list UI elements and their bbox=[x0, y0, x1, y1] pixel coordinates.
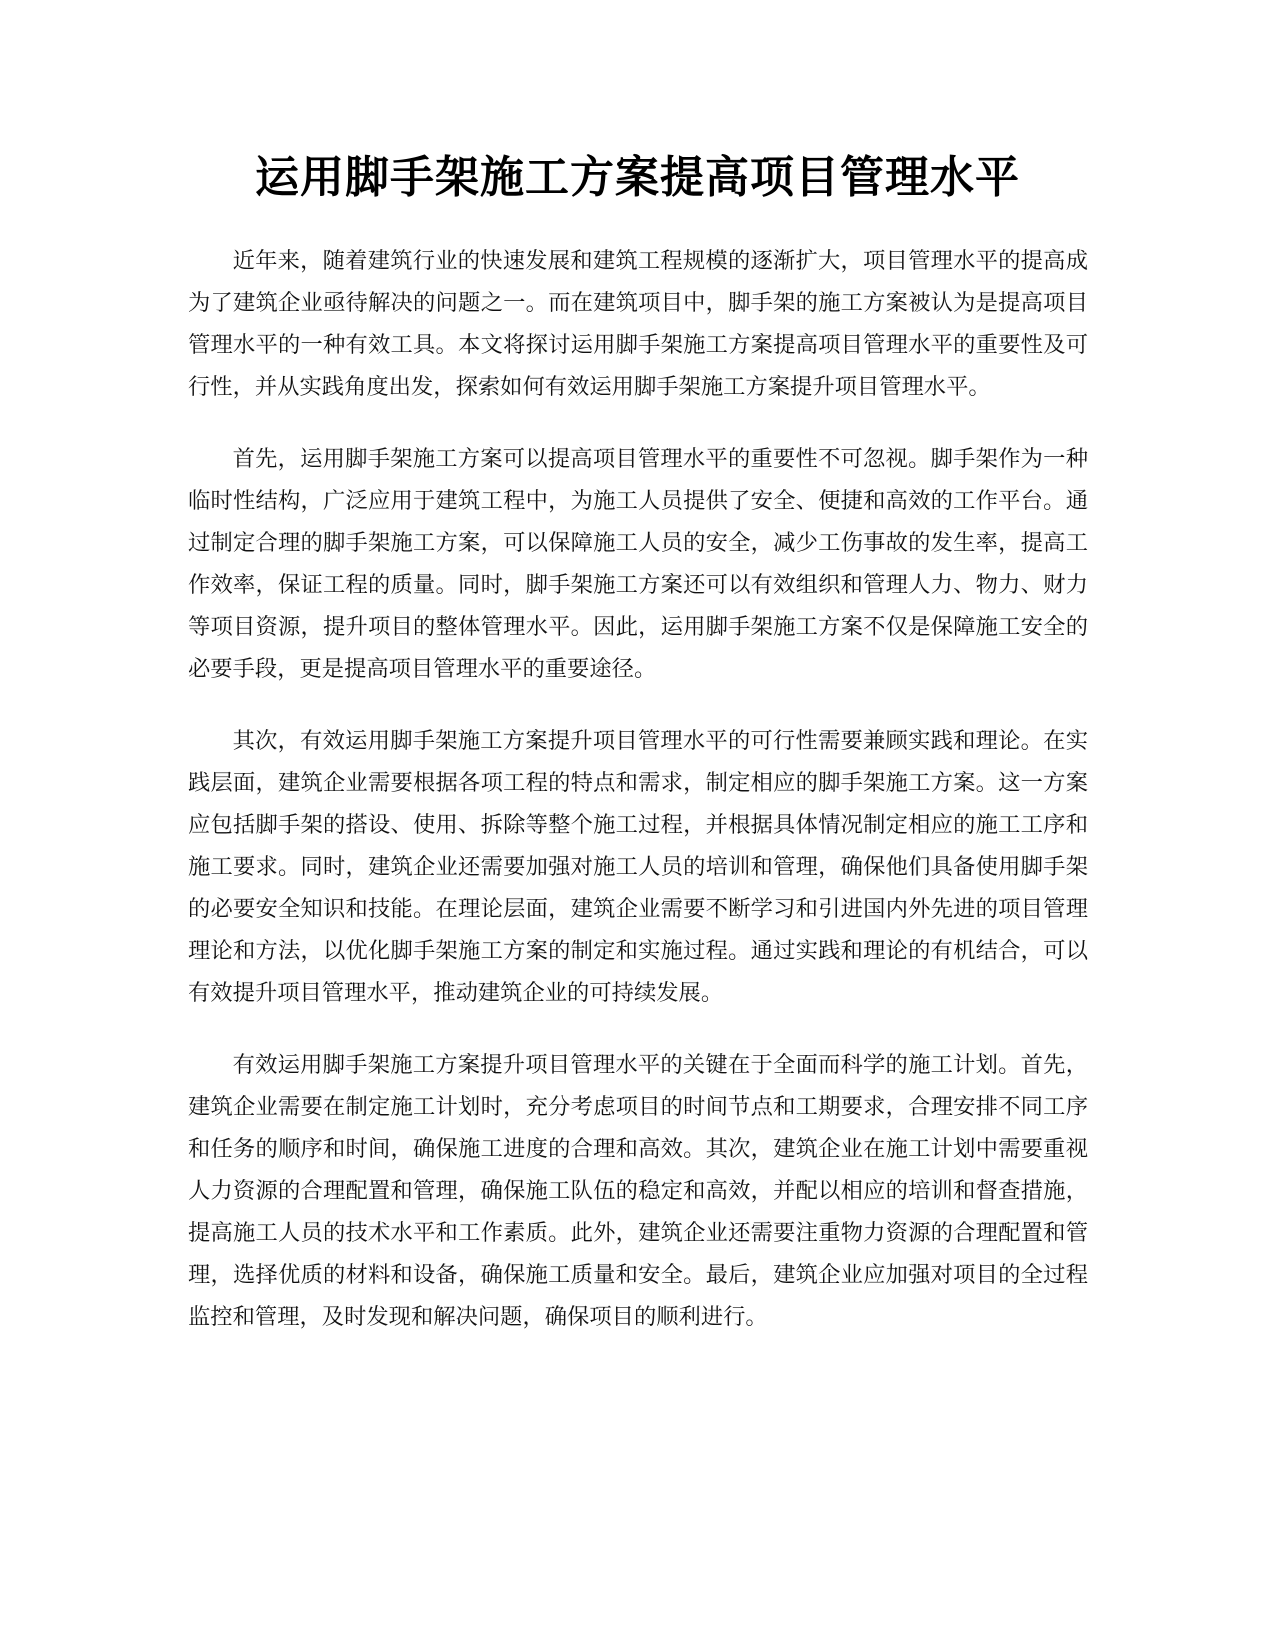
paragraph-feasibility: 其次，有效运用脚手架施工方案提升项目管理水平的可行性需要兼顾实践和理论。在实践层面，建筑企业需要根据各项工程的特点和需求，制定相应的脚手架施工方案。这一方案应包括脚手架的搭设、使用、拆除等整个施工过程，并根据具体情况制定相应的施工工序和施工要求。同时，建筑企业还需要加强对施工人员的培训和管理，确保他们具备使用脚手架的必要安全知识和技能。在理论层面，建筑企业需要不断学习和引进国内外先进的项目管理理论和方法，以优化脚手架施工方案的制定和实施过程。通过实践和理论的有机结合，可以有效提升项目管理水平，推动建筑企业的可持续发展。 bbox=[188, 728, 1088, 1006]
paragraph-importance: 首先，运用脚手架施工方案可以提高项目管理水平的重要性不可忽视。脚手架作为一种临时性结构，广泛应用于建筑工程中，为施工人员提供了安全、便捷和高效的工作平台。通过制定合理的脚手架施工方案，可以保障施工人员的安全，减少工伤事故的发生率，提高工作效率，保证工程的质量。同时，脚手架施工方案还可以有效组织和管理人力、物力、财力等项目资源，提升项目的整体管理水平。因此，运用脚手架施工方案不仅是保障施工安全的必要手段，更是提高项目管理水平的重要途径。 bbox=[188, 446, 1088, 682]
paragraph-intro: 近年来，随着建筑行业的快速发展和建筑工程规模的逐渐扩大，项目管理水平的提高成为了建筑企业亟待解决的问题之一。而在建筑项目中，脚手架的施工方案被认为是提高项目管理水平的一种有效工具。本文将探讨运用脚手架施工方案提高项目管理水平的重要性及可行性，并从实践角度出发，探索如何有效运用脚手架施工方案提升项目管理水平。 bbox=[188, 248, 1088, 400]
document-body bbox=[188, 240, 1088, 1368]
paragraph-construction-plan: 有效运用脚手架施工方案提升项目管理水平的关键在于全面而科学的施工计划。首先，建筑企业需要在制定施工计划时，充分考虑项目的时间节点和工期要求，合理安排不同工序和任务的顺序和时间，确保施工进度的合理和高效。其次，建筑企业在施工计划中需要重视人力资源的合理配置和管理，确保施工队伍的稳定和高效，并配以相应的培训和督查措施，提高施工人员的技术水平和工作素质。此外，建筑企业还需要注重物力资源的合理配置和管理，选择优质的材料和设备，确保施工质量和安全。最后，建筑企业应加强对项目的全过程监控和管理，及时发现和解决问题，确保项目的顺利进行。 bbox=[188, 1052, 1088, 1330]
document-title: 运用脚手架施工方案提高项目管理水平 bbox=[255, 152, 1020, 203]
